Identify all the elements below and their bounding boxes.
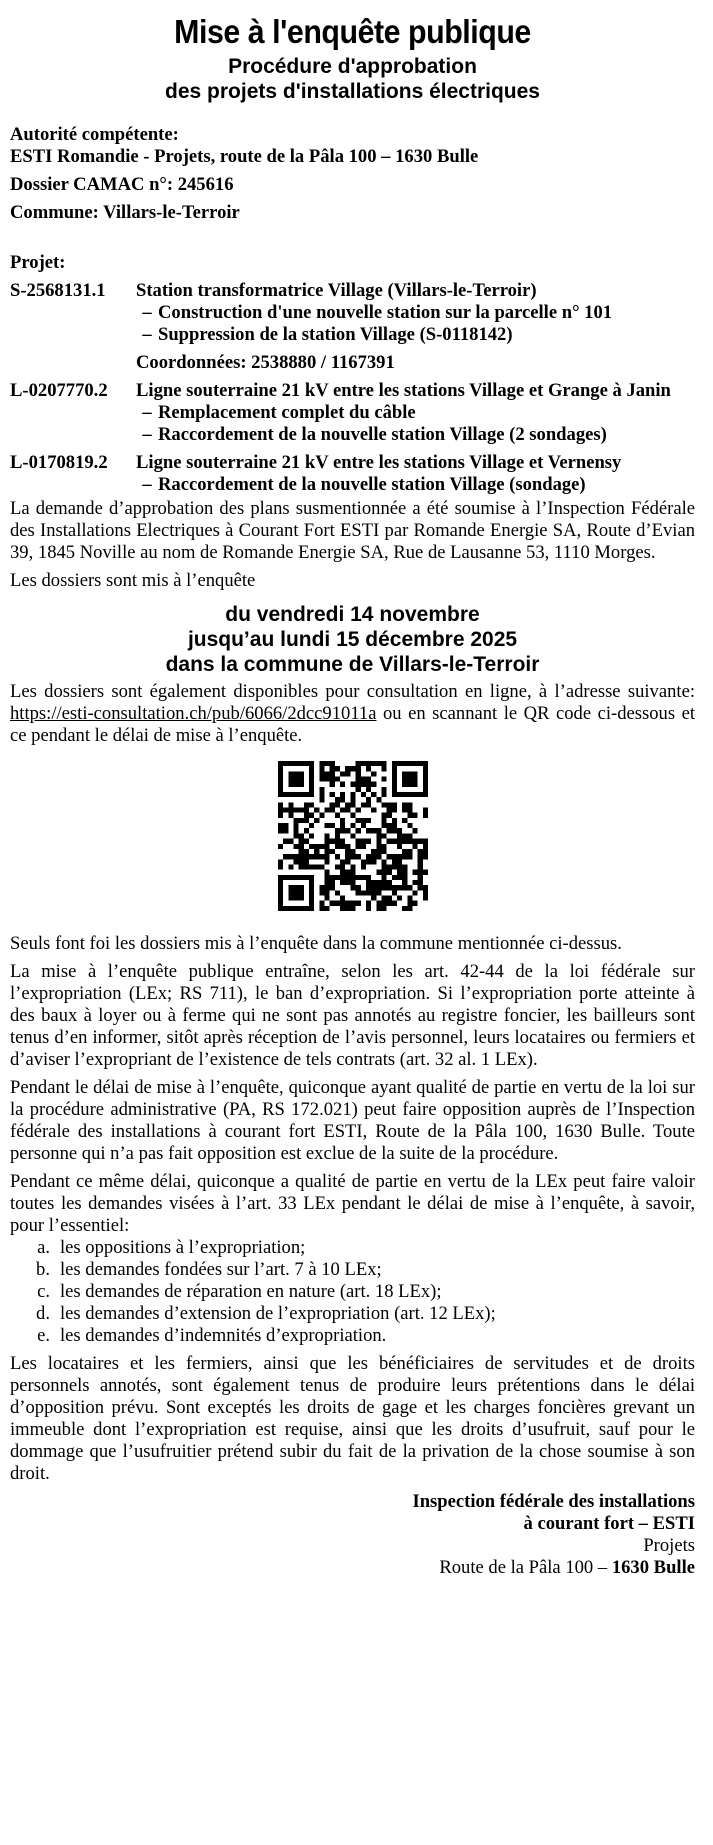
project-subitem: Raccordement de la nouvelle station Village (2 sondages)	[158, 424, 607, 445]
project-title: Ligne souterraine 21 kV entre les stations Village et Grange à Janin	[136, 380, 671, 401]
project-label: Projet:	[10, 252, 66, 273]
signature-address-city: 1630 Bulle	[611, 1557, 695, 1578]
page-subtitle	[10, 54, 695, 104]
locataires-paragraph: Les locataires et les fermiers, ainsi que les bénéficiaires de servitudes et de droits personnels annotés, sont également tenus de produire leurs prétentions dans le délai d’opposition prévu. Sont exceptés les droits de gage et les charges foncières grevant un immeuble dont l’expropriation est requise, ainsi que les droits d’usufruit, sauf pour le dommage que l’usufruitier prétend subir du fait de la privation de la chose soumise à son droit.	[10, 1353, 695, 1484]
signature-block	[10, 1491, 695, 1579]
list-item	[10, 1259, 695, 1281]
authority-section	[10, 124, 695, 224]
dates-line-2: jusqu’au lundi 15 décembre 2025	[187, 628, 518, 651]
list-text: les demandes d’extension de l’expropriation (art. 12 LEx);	[60, 1303, 496, 1324]
request-paragraph: La demande d’approbation des plans susmentionnée a été soumise à l’Inspection Fédérale des Installations Electriques à Courant Fort ESTI par Romande Energie SA, Route d’Evian 39, 1845 Noville au nom de Romande Energie SA, Rue de Lausanne 53, 1110 Morges.	[10, 498, 695, 563]
project-title: Station transformatrice Village (Villars-le-Terroir)	[136, 280, 537, 301]
project-item: L-0170819.2 Ligne souterraine 21 kV entre les stations Village et Vernensy – Raccordement de la nouvelle station Village (sondage)	[10, 452, 695, 496]
list-item	[10, 1303, 695, 1325]
list-letter: c.	[37, 1281, 50, 1302]
signature-address-street: Route de la Pâla 100 –	[439, 1557, 612, 1578]
opposition-paragraph: Pendant le délai de mise à l’enquête, quiconque ayant qualité de partie en vertu de la loi sur la procédure administrative (PA, RS 172.021) peut faire opposition auprès de l’Inspection fédérale des installations à courant fort ESTI, Route de la Pâla 100, 1630 Bulle. Toute personne qui n’a pas fait opposition est exclue de la suite de la procédure.	[10, 1077, 695, 1164]
list-text: les oppositions à l’expropriation;	[60, 1237, 306, 1258]
signature-line-3: Projets	[643, 1535, 695, 1556]
expropriation-paragraph: La mise à l’enquête publique entraîne, selon les art. 42-44 de la loi fédérale sur l’expropriation (LEx; RS 711), le ban d’expropriation. Si l’expropriation porte atteinte à des baux à loyer ou à ferme qui ne sont pas annotés au registre foncier, les bailleurs sont tenus d’en informer, sitôt après réception de l’avis personnel, leurs locataires ou fermiers et d’aviser l’expropriant de l’existence de tels contrats (art. 32 al. 1 LEx).	[10, 961, 695, 1070]
project-item: S-2568131.1 Station transformatrice Village (Villars-le-Terroir) – Construction d'une nouvelle station sur la parcelle n° 101 – Suppression de la station Village (S-0118142) Coordonnées: 2538880 / 1167391	[10, 280, 695, 374]
subtitle-line-1: Procédure d'approbation	[228, 55, 477, 78]
dates-line-3: dans la commune de Villars-le-Terroir	[165, 653, 540, 676]
authority-label: Autorité compétente:	[10, 124, 179, 145]
seuls-paragraph: Seuls font foi les dossiers mis à l’enquête dans la commune mentionnée ci-dessus.	[10, 933, 622, 954]
project-subitem: Raccordement de la nouvelle station Village (sondage)	[158, 474, 586, 495]
subtitle-line-2: des projets d'installations électriques	[165, 80, 540, 103]
online-paragraph	[10, 681, 695, 747]
list-letter: a.	[37, 1237, 50, 1258]
dossiers-intro: Les dossiers sont mis à l’enquête	[10, 570, 256, 591]
list-text: les demandes de réparation en nature (art. 18 LEx);	[60, 1281, 442, 1302]
enquiry-dates	[10, 602, 695, 677]
signature-line-2: à courant fort – ESTI	[523, 1513, 695, 1534]
list-letter: e.	[37, 1325, 50, 1346]
project-section	[10, 252, 695, 496]
qr-code-wrapper	[10, 761, 695, 911]
page-title: Mise à l'enquête publique	[174, 13, 531, 50]
project-code: L-0207770.2	[10, 380, 108, 401]
project-code: S-2568131.1	[10, 280, 106, 301]
online-text-after: ou en scannant le QR code ci-dessous et ce pendant le délai de mise à l’enquête.	[10, 703, 695, 746]
list-text: les demandes d’indemnités d’expropriation.	[60, 1325, 387, 1346]
authority-value: ESTI Romandie - Projets, route de la Pâla 100 – 1630 Bulle	[10, 146, 479, 167]
consultation-link[interactable]: https://esti-consultation.ch/pub/6066/2dcc91011a	[10, 703, 377, 724]
list-item	[10, 1281, 695, 1303]
project-code: L-0170819.2	[10, 452, 108, 473]
dates-line-1: du vendredi 14 novembre	[225, 603, 480, 626]
signature-address	[10, 1557, 695, 1579]
demandes-intro: Pendant ce même délai, quiconque a qualité de partie en vertu de la LEx peut faire valoir toutes les demandes visées à l’art. 33 LEx pendant le délai de mise à l’enquête, à savoir, pour l’essentiel:	[10, 1171, 695, 1236]
commune-name: Commune: Villars-le-Terroir	[10, 202, 240, 223]
list-text: les demandes fondées sur l’art. 7 à 10 LEx;	[60, 1259, 382, 1280]
project-subitem: Construction d'une nouvelle station sur la parcelle n° 101	[158, 302, 613, 323]
list-letter: d.	[36, 1303, 50, 1324]
dossier-number: Dossier CAMAC n°: 245616	[10, 174, 234, 195]
project-title: Ligne souterraine 21 kV entre les stations Village et Vernensy	[136, 452, 622, 473]
qr-code-icon[interactable]	[278, 761, 428, 911]
list-item	[10, 1237, 695, 1259]
project-item: L-0207770.2 Ligne souterraine 21 kV entre les stations Village et Grange à Janin – Remplacement complet du câble – Raccordement de la nouvelle station Village (2 sondages)	[10, 380, 695, 446]
notice-page	[10, 12, 695, 1579]
project-subitem: Remplacement complet du câble	[158, 402, 416, 423]
demandes-list	[10, 1237, 695, 1347]
list-letter: b.	[36, 1259, 50, 1280]
signature-line-1: Inspection fédérale des installations	[412, 1491, 695, 1512]
list-item	[10, 1325, 695, 1347]
project-coordinates: Coordonnées: 2538880 / 1167391	[136, 352, 395, 373]
project-subitem: Suppression de la station Village (S-0118142)	[158, 324, 513, 345]
online-text-before: Les dossiers sont également disponibles pour consultation en ligne, à l’adresse suivante:	[10, 681, 695, 702]
